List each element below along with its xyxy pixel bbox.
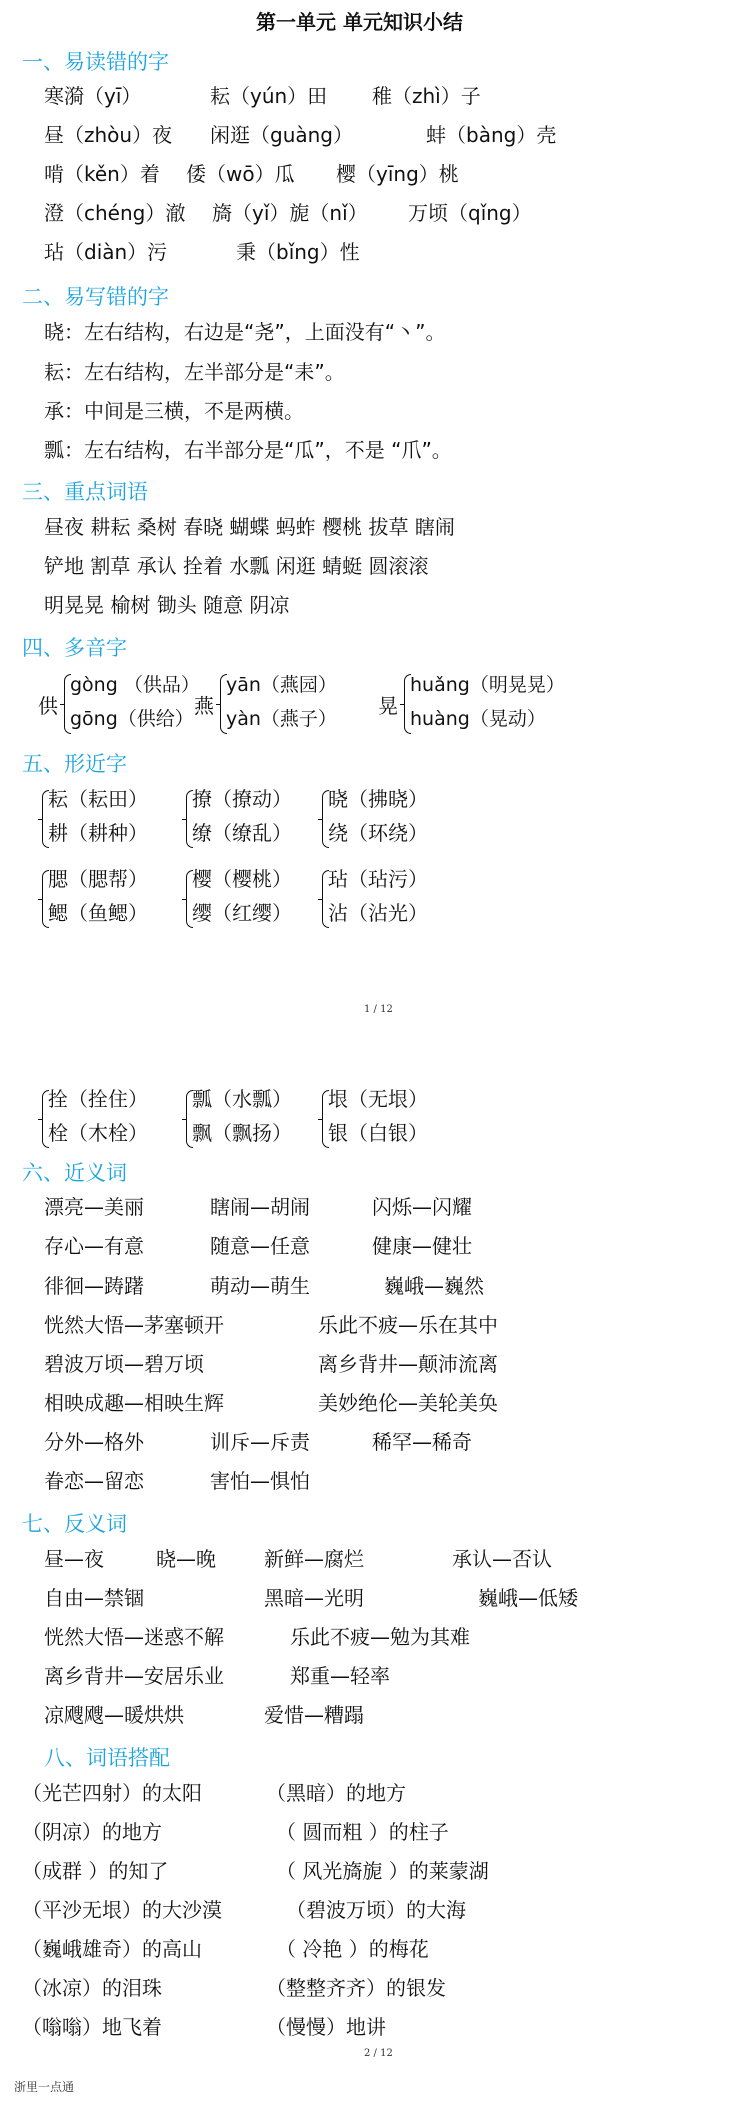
list-item: 缨（红缨） (192, 901, 292, 925)
list-item: 瓢（水瓢） (192, 1087, 292, 1111)
list-item: 拴（拴住） (48, 1087, 148, 1111)
list-item: 恍然大悟—茅塞顿开 (44, 1313, 224, 1337)
list-item: 昼夜 耕耘 桑树 春晓 蝴蝶 蚂蚱 樱桃 拔草 瞎闹 (44, 515, 455, 539)
list-item: 随意—任意 (210, 1234, 310, 1258)
list-item: 玷（玷污） (328, 867, 428, 891)
list-item: 晓：左右结构，右边是“尧”，上面没有“丶”。 (44, 320, 446, 344)
list-item: （冰凉）的泪珠 (22, 1976, 162, 2000)
list-item: 闲逛（guàng） (210, 123, 353, 147)
section-heading-4: 四、多音字 (22, 636, 127, 660)
list-item: 美妙绝伦—美轮美奂 (318, 1391, 498, 1415)
list-item: 昼—夜 (44, 1547, 104, 1571)
list-item: （巍峨雄奇）的高山 (22, 1937, 202, 1961)
list-item: （嗡嗡）地飞着 (22, 2015, 162, 2039)
list-item: 耘（yún）田 (210, 84, 328, 108)
list-item: 晓—晚 (156, 1547, 216, 1571)
list-item: （平沙无垠）的大沙漠 (22, 1898, 222, 1922)
list-item: 承认—否认 (452, 1547, 552, 1571)
list-item: 新鲜—腐烂 (264, 1547, 364, 1571)
polyphone-char: 晃 (378, 694, 398, 718)
footer-text: 浙里一点通 (14, 2080, 75, 2094)
list-item: 害怕—惧怕 (210, 1469, 310, 1493)
list-item: 训斥—斥责 (210, 1430, 310, 1454)
polyphone-char: 供 (38, 694, 58, 718)
page-title: 第一单元 单元知识小结 (256, 10, 463, 34)
list-item: 离乡背井—颠沛流离 (318, 1352, 498, 1376)
list-item: （碧波万顷）的大海 (286, 1898, 466, 1922)
list-item: 万顷（qǐng） (408, 201, 532, 225)
list-item: 耕（耕种） (48, 821, 148, 845)
section-heading-5: 五、形近字 (22, 752, 127, 776)
list-item: 耘：左右结构，左半部分是“耒”。 (44, 360, 345, 384)
list-item: 健康—健壮 (372, 1234, 472, 1258)
list-item: 铲地 割草 承认 拴着 水瓢 闲逛 蜻蜓 圆滚滚 (44, 554, 429, 578)
list-item: huǎng（明晃晃） (410, 674, 565, 696)
list-item: 晓（拂晓） (328, 787, 428, 811)
list-item: 倭（wō）瓜 (186, 162, 295, 186)
section-heading-1: 一、易读错的字 (22, 50, 169, 74)
list-item: 缭（缭乱） (192, 821, 292, 845)
list-item: 昼（zhòu）夜 (44, 123, 173, 147)
list-item: yān（燕园） (226, 674, 337, 696)
list-item: 眷恋—留恋 (44, 1469, 144, 1493)
list-item: （慢慢）地讲 (266, 2015, 386, 2039)
list-item: 栓（木栓） (48, 1121, 148, 1145)
list-item: （ 风光旖旎 ）的莱蒙湖 (276, 1859, 489, 1883)
list-item: 明晃晃 榆树 锄头 随意 阴凉 (44, 593, 290, 617)
section-heading-2: 二、易写错的字 (22, 285, 169, 309)
list-item: 玷（diàn）污 (44, 240, 168, 264)
list-item: （整整齐齐）的银发 (266, 1976, 446, 2000)
list-item: 离乡背井—安居乐业 (44, 1664, 224, 1688)
section-heading-3: 三、重点词语 (22, 480, 148, 504)
list-item: 稚（zhì）子 (372, 84, 481, 108)
list-item: 乐此不疲—勉为其难 (290, 1625, 470, 1649)
section-heading-6: 六、近义词 (22, 1161, 127, 1185)
list-item: 自由—禁锢 (44, 1586, 144, 1610)
list-item: 瓢：左右结构，右半部分是“瓜”，不是 “爪”。 (44, 438, 452, 462)
list-item: 耘（耘田） (48, 787, 148, 811)
list-item: 巍峨—低矮 (478, 1586, 578, 1610)
polyphone-char: 燕 (194, 694, 214, 718)
list-item: 碧波万顷—碧万顷 (44, 1352, 204, 1376)
list-item: 相映成趣—相映生辉 (44, 1391, 224, 1415)
list-item: （阴凉）的地方 (22, 1820, 162, 1844)
list-item: gòng （供品） (70, 674, 200, 696)
list-item: （ 冷艳 ）的梅花 (276, 1937, 429, 1961)
list-item: （ 圆而粗 ）的柱子 (276, 1820, 449, 1844)
list-item: 旖（yǐ）旎（nǐ） (212, 201, 368, 225)
list-item: 撩（撩动） (192, 787, 292, 811)
list-item: 萌动—萌生 (210, 1274, 310, 1298)
list-item: 樱（樱桃） (192, 867, 292, 891)
list-item: 郑重—轻率 (290, 1664, 390, 1688)
list-item: 飘（飘扬） (192, 1121, 292, 1145)
list-item: 秉（bǐng）性 (236, 240, 360, 264)
list-item: 闪烁—闪耀 (372, 1195, 472, 1219)
list-item: 腮（腮帮） (48, 867, 148, 891)
list-item: 爱惜—糟蹋 (264, 1703, 364, 1727)
list-item: 银（白银） (328, 1121, 428, 1145)
list-item: 恍然大悟—迷惑不解 (44, 1625, 224, 1649)
list-item: 啃（kěn）着 (44, 162, 160, 186)
section-heading-7: 七、反义词 (22, 1512, 127, 1536)
list-item: 乐此不疲—乐在其中 (318, 1313, 498, 1337)
list-item: 绕（环绕） (328, 821, 428, 845)
list-item: 稀罕—稀奇 (372, 1430, 472, 1454)
list-item: （黑暗）的地方 (266, 1781, 406, 1805)
list-item: 分外—格外 (44, 1430, 144, 1454)
list-item: gōng（供给） (70, 708, 194, 730)
list-item: 垠（无垠） (328, 1087, 428, 1111)
section-heading-8: 八、词语搭配 (44, 1746, 170, 1770)
list-item: （光芒四射）的太阳 (22, 1781, 202, 1805)
list-item: 寒漪（yī） (44, 84, 142, 108)
list-item: 瞎闹—胡闹 (210, 1195, 310, 1219)
list-item: huàng（晃动） (410, 708, 546, 730)
list-item: 承：中间是三横，不是两横。 (44, 399, 304, 423)
page-number: 2 / 12 (364, 2048, 393, 2059)
list-item: 巍峨—巍然 (384, 1274, 484, 1298)
list-item: 黑暗—光明 (264, 1586, 364, 1610)
list-item: 漂亮—美丽 (44, 1195, 144, 1219)
list-item: yàn（燕子） (226, 708, 337, 730)
page-number: 1 / 12 (364, 1004, 393, 1015)
list-item: 凉飕飕—暖烘烘 (44, 1703, 184, 1727)
list-item: 沾（沾光） (328, 901, 428, 925)
list-item: 徘徊—踌躇 (44, 1274, 144, 1298)
list-item: 存心—有意 (44, 1234, 144, 1258)
list-item: （成群 ）的知了 (22, 1859, 169, 1883)
list-item: 澄（chéng）澈 (44, 201, 186, 225)
list-item: 鳃（鱼鳃） (48, 901, 148, 925)
list-item: 蚌（bàng）壳 (426, 123, 557, 147)
list-item: 樱（yīng）桃 (336, 162, 459, 186)
